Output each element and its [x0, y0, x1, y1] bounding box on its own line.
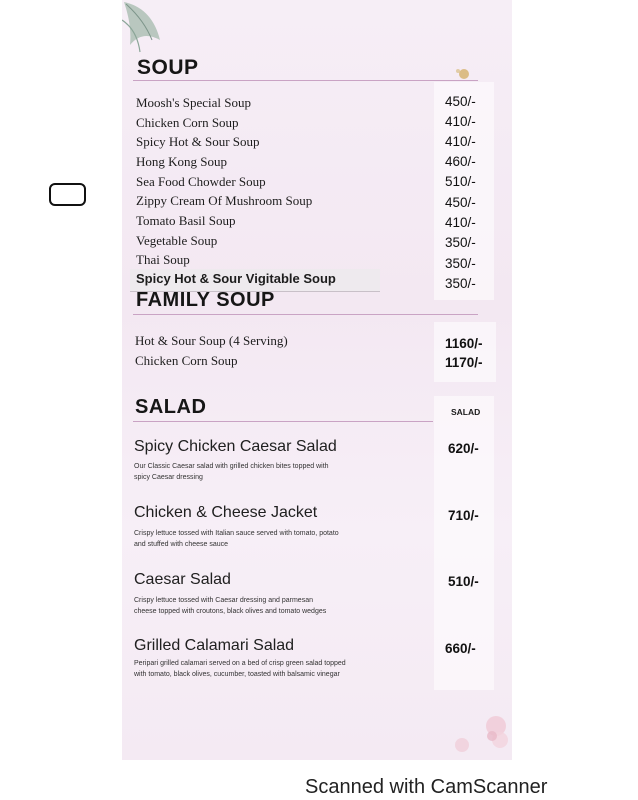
flower-decoration-icon [482, 712, 510, 752]
soup-item-name: Zippy Cream Of Mushroom Soup [136, 193, 313, 208]
soup-item-name: Moosh's Special Soup [136, 95, 252, 110]
soup-item-name: Vegetable Soup [136, 233, 218, 248]
family-soup-divider [133, 314, 478, 315]
family-price-column [434, 322, 496, 382]
soup-divider [133, 80, 478, 81]
family-soup-item-name: Chicken Corn Soup [135, 353, 238, 368]
salad-item-name: Spicy Chicken Caesar Salad [134, 438, 337, 455]
salad-desc-line: Peripari grilled calamari served on a bed of crisp green salad topped [134, 660, 346, 667]
salad-item-price: 620/- [448, 441, 479, 456]
soup-item-price: 450/- [445, 195, 476, 210]
flower-bud-icon [452, 735, 472, 755]
family-soup-item-name: Hot & Sour Soup (4 Serving) [135, 333, 288, 348]
salad-item-price: 510/- [448, 574, 479, 589]
soup-title: SOUP [137, 56, 199, 79]
rounded-rect-overlay-button[interactable] [49, 183, 86, 206]
salad-item-name: Caesar Salad [134, 571, 231, 588]
camscanner-watermark: Scanned with CamScanner [305, 776, 548, 798]
soup-item-name: Chicken Corn Soup [136, 115, 239, 130]
family-soup-item-price: 1160/- [445, 336, 483, 351]
salad-item-description [134, 461, 384, 483]
family-soup-title: FAMILY SOUP [136, 289, 275, 311]
soup-item-price: 350/- [445, 276, 476, 291]
soup-item-price: 350/- [445, 256, 476, 271]
soup-item-price: 410/- [445, 114, 476, 129]
soup-item-price: 460/- [445, 154, 476, 169]
salad-desc-line: Our Classic Caesar salad with grilled chicken bites topped with [134, 463, 329, 470]
salad-price-header: SALAD [451, 407, 481, 417]
soup-item-name: Thai Soup [136, 252, 190, 267]
soup-item-name: Spicy Hot & Sour Soup [136, 134, 260, 149]
salad-item-name: Grilled Calamari Salad [134, 637, 295, 654]
soup-item-name: Spicy Hot & Sour Vigitable Soup [136, 271, 336, 286]
salad-desc-line: and stuffed with cheese sauce [134, 541, 229, 548]
soup-item-name: Hong Kong Soup [136, 154, 228, 169]
soup-item-price: 510/- [445, 174, 476, 189]
salad-item-price: 710/- [448, 508, 479, 523]
soup-item-name: Tomato Basil Soup [136, 213, 236, 228]
salad-desc-line: with tomato, black olives, cucumber, toasted with balsamic vinegar [134, 671, 340, 678]
leaf-decoration-icon [122, 0, 167, 55]
salad-title: SALAD [135, 396, 207, 418]
soup-item-price: 350/- [445, 235, 476, 250]
salad-desc-line: cheese topped with croutons, black olives and tomato wedges [134, 608, 327, 615]
soup-item-price: 450/- [445, 94, 476, 109]
family-soup-item-price: 1170/- [445, 355, 483, 370]
soup-item-price: 410/- [445, 215, 476, 230]
salad-desc-line: Crispy lettuce tossed with Italian sauce served with tomato, potato [134, 530, 339, 537]
salad-desc-line: spicy Caesar dressing [134, 474, 203, 481]
salad-desc-line: Crispy lettuce tossed with Caesar dressing and parmesan [134, 597, 313, 604]
salad-item-description [134, 528, 384, 550]
salad-item-price: 660/- [445, 641, 476, 656]
salad-item-description [134, 595, 384, 617]
salad-divider [133, 421, 433, 422]
soup-item-name: Sea Food Chowder Soup [136, 174, 266, 189]
salad-item-description [134, 658, 384, 680]
soup-item-price: 410/- [445, 134, 476, 149]
salad-item-name: Chicken & Cheese Jacket [134, 504, 318, 521]
